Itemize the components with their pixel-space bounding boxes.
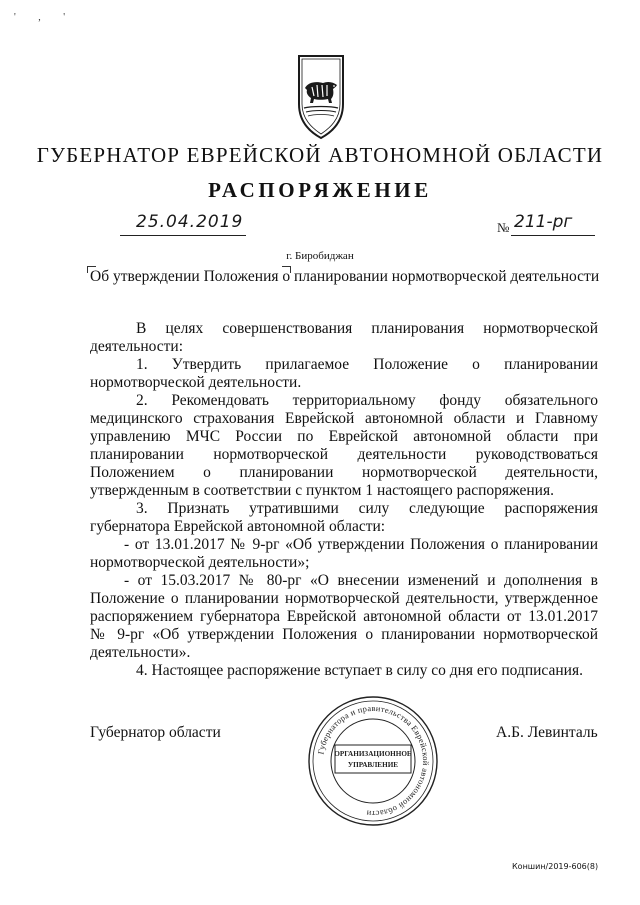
paragraph-item-2: 2. Рекомендовать территориальному фонду обязательного медицинского страхования Еврейской автономной области и Главному управлению МЧС России по Еврейской автономной области при планировании нормотворческой деятельности руководствоваться Положением о планировании нормотворческой деятельности, утвержденным в соответствии с пунктом 1 настоящего распоряжения. <box>90 392 598 499</box>
stamp-center-line-2: УПРАВЛЕНИЕ <box>347 761 399 769</box>
footer-code: Коншин/2019-606(8) <box>512 862 599 871</box>
round-seal-icon <box>305 693 441 829</box>
document-subject: Об утверждении Положения о планировании нормотворческой деятельности <box>90 268 600 285</box>
document-type: РАСПОРЯЖЕНИЕ <box>208 178 432 202</box>
paragraph-item-3: 3. Признать утратившими силу следующие распоряжения губернатора Еврейской автономной области: <box>90 500 598 535</box>
place-of-issue: г. Биробиджан <box>286 250 354 262</box>
scan-marks: ' , ' <box>14 12 76 23</box>
coat-of-arms-icon <box>296 52 346 142</box>
signatory-title: Губернатор области <box>90 724 221 741</box>
stamp-center-line-1: ОРГАНИЗАЦИОННОЕ <box>334 750 412 758</box>
stamp-ring-text: Губернатора и правительства Еврейской автономной области <box>316 703 431 819</box>
paragraph-item-4: 4. Настоящее распоряжение вступает в силу со дня его подписания. <box>136 662 583 679</box>
paragraph-preamble: В целях совершенствования планирования нормотворческой деятельности: <box>90 320 598 355</box>
date-underline <box>120 235 246 236</box>
number-label: № <box>497 220 510 235</box>
document-date: 25.04.2019 <box>136 212 244 232</box>
paragraph-item-1: 1. Утвердить прилагаемое Положение о планировании нормотворческой деятельности. <box>90 356 598 391</box>
paragraph-repealed-1: - от 13.01.2017 № 9-рг «Об утверждении Положения о планировании нормотворческой деятельности»; <box>90 536 598 571</box>
signatory-name: А.Б. Левинталь <box>496 724 598 741</box>
paragraph-repealed-2: - от 15.03.2017 № 80-рг «О внесении изменений и дополнения в Положение о планировании нормотворческой деятельности, утвержденное распоряжением губернатора Еврейской автономной области от 13.01.2017 № 9-рг «Об утверждении Положения о планировании нормотворческой деятельности». <box>90 572 598 661</box>
number-underline <box>511 235 595 236</box>
document-number: 211-рг <box>514 212 573 232</box>
document-body <box>90 320 598 680</box>
issuing-authority: ГУБЕРНАТОР ЕВРЕЙСКОЙ АВТОНОМНОЙ ОБЛАСТИ <box>36 143 604 167</box>
